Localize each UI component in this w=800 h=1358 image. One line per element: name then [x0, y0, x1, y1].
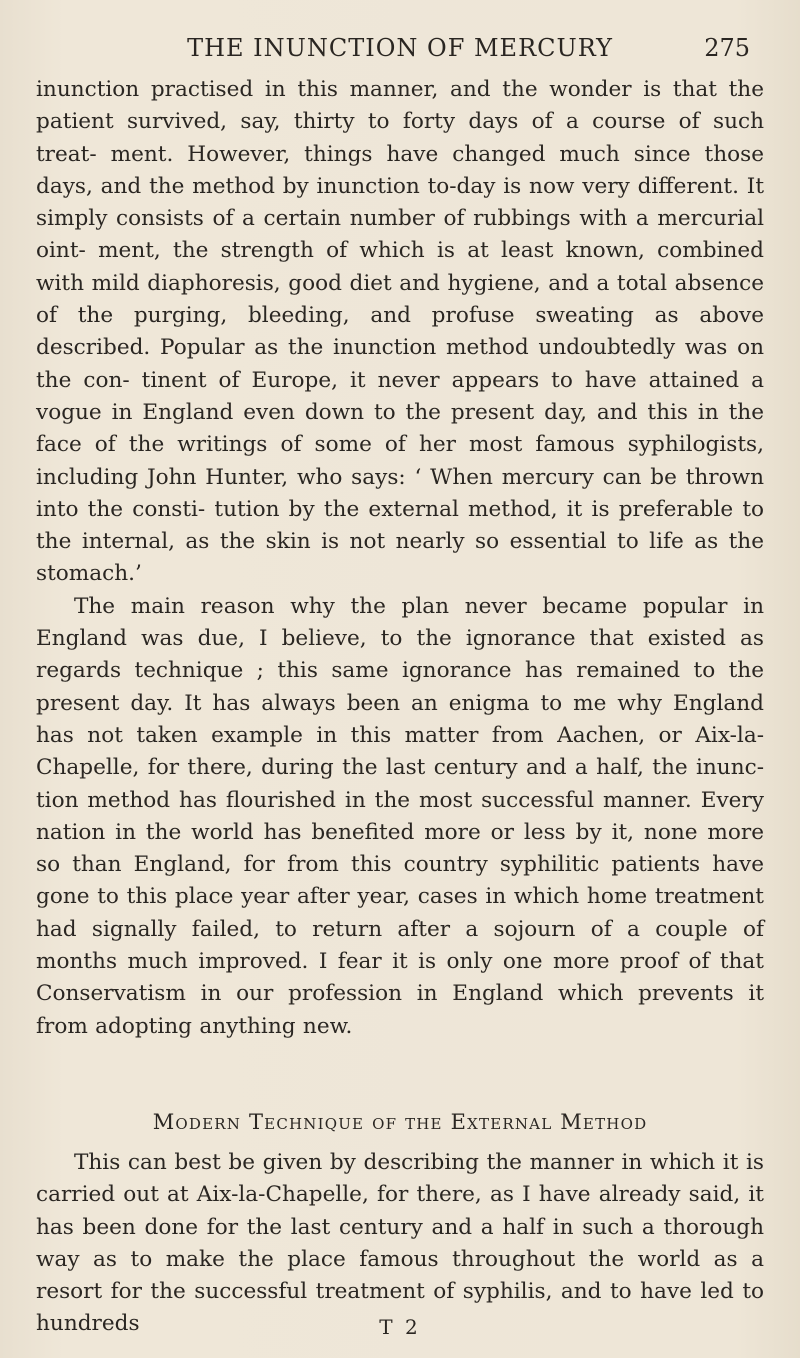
paragraph-continuation: inunction practised in this manner, and the wonder is that the patient survived, say, thirty to forty days of a course of such treat- ment. However, things have changed much since those days, and the method by inunction to-day is now very different. It simply consists of a certain number of rubbings with a mercurial oint- ment, the strength of which is at least known, combined with mild diaphoresis, good diet and hygiene, and a total absence of the purging, bleeding, and profuse sweating as above described. Popular as the inunction method undoubtedly was on the con- tinent of Europe, it never appears to have attained a vogue in England even down to the present day, and this in the face of the writings of some of her most famous syphilogists, including John Hunter, who says: ‘ When mercury can be thrown into the consti- tution by the external method, it is preferable to the internal, as the skin is not nearly so essential to life as the stomach.’ — [36, 77, 764, 587]
section-paragraph: This can best be given by describing the manner in which it is carried out at Aix-la-Chapelle, for there, as I have already said, it has been done for the last century and a half in such a thorough way as to make the place famous throughout the world as a resort for the successful treatment of syphilis, and to have led to hundreds — [36, 1149, 764, 1337]
running-title: THE INUNCTION OF MERCURY — [187, 34, 613, 62]
body-text — [36, 74, 764, 1341]
section-heading: Modern Technique of the External Method — [152, 1109, 648, 1134]
page-header — [0, 30, 800, 66]
paragraph: The main reason why the plan never became popular in England was due, I believe, to the ignorance that existed as regards technique ; this same ignorance has remained to the present day. It has always been an enigma to me why England has not taken example in this matter from Aachen, or Aix-la- Chapelle, for there, during the last century and a half, the inunc- tion method has flourished in the most successful manner. Every nation in the world has benefited more or less by it, none more so than England, for from this country syphilitic patients have gone to this place year after year, cases in which home treatment had signally failed, to return after a sojourn of a couple of months much improved. I fear it is only one more proof of that Conservatism in our profession in England which prevents it from adopting anything new. — [36, 593, 764, 1039]
signature-mark: T 2 — [379, 1315, 421, 1339]
page-number: 275 — [704, 34, 750, 62]
